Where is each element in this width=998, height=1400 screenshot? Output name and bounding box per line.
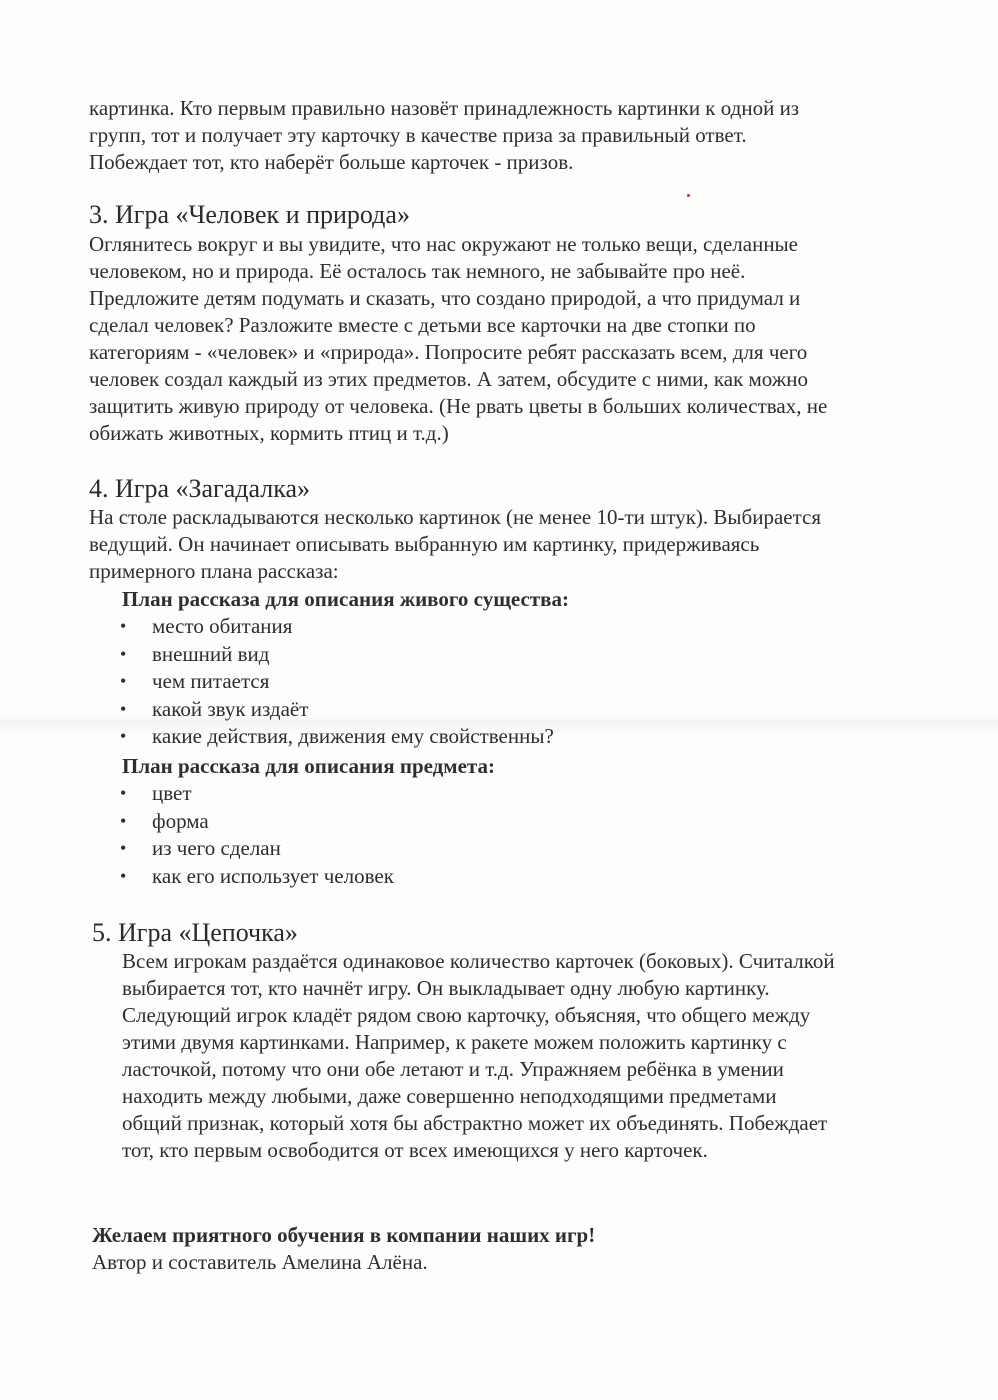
list-item bbox=[120, 641, 820, 669]
game5-line: находить между любыми, даже совершенно неподходящими предметами bbox=[122, 1084, 777, 1108]
list-item-text: какие действия, движения ему свойственны? bbox=[152, 724, 554, 748]
game5-heading: 5. Игра «Цепочка» bbox=[92, 918, 298, 947]
game4-heading: 4. Игра «Загадалка» bbox=[89, 474, 310, 503]
list-item-text: как его использует человек bbox=[152, 863, 394, 888]
list-item bbox=[120, 613, 820, 641]
list-item-text: цвет bbox=[152, 781, 192, 805]
game3-line: Оглянитесь вокруг и вы увидите, что нас окружают не только вещи, сделанные bbox=[89, 232, 798, 256]
list-item bbox=[120, 835, 820, 863]
game4-line: На столе раскладываются несколько картинок (не менее 10-ти штук). Выбирается bbox=[89, 505, 822, 529]
plan-object-list bbox=[120, 780, 820, 890]
game3-line: человек создал каждый из этих предметов. А затем, обсудите с ними, как можно bbox=[89, 367, 809, 391]
game3-line: человеком, но и природа. Её осталось так немного, не забывайте про неё. bbox=[89, 259, 746, 283]
game3-line: защитить живую природу от человека. (Не рвать цветы в больших количествах, не bbox=[89, 394, 828, 418]
list-item bbox=[120, 696, 820, 724]
game3-line: Предложите детям подумать и сказать, что создано природой, а что придумал и bbox=[89, 286, 801, 310]
bullet-icon: • bbox=[120, 838, 127, 858]
game5-line: общий признак, который хотя бы абстрактно может их объединять. Побеждает bbox=[122, 1111, 828, 1135]
bullet-icon: • bbox=[120, 616, 127, 636]
bullet-icon: • bbox=[120, 698, 127, 719]
list-item bbox=[120, 780, 820, 808]
plan-object-title: План рассказа для описания предмета: bbox=[122, 754, 495, 778]
game5-line: этими двумя картинками. Например, к ракете можем положить картинку с bbox=[122, 1030, 787, 1054]
game5-paragraph bbox=[122, 948, 835, 1164]
ink-speck bbox=[687, 194, 690, 197]
list-item bbox=[120, 668, 820, 696]
list-item-text: какой звук издаёт bbox=[152, 696, 309, 721]
closing-wish: Желаем приятного обучения в компании наших игр! bbox=[92, 1223, 596, 1247]
bullet-icon: • bbox=[120, 783, 127, 803]
game3-heading: 3. Игра «Человек и природа» bbox=[89, 200, 410, 229]
game4-line: ведущий. Он начинает описывать выбранную им картинку, придерживаясь bbox=[89, 532, 760, 556]
list-item-text: чем питается bbox=[152, 669, 270, 693]
bullet-icon: • bbox=[120, 810, 127, 831]
intro-line: картинка. Кто первым правильно назовёт принадлежность картинки к одной из bbox=[89, 96, 800, 120]
plan-living-list bbox=[120, 613, 820, 751]
list-item bbox=[120, 808, 820, 836]
game5-line: Всем игрокам раздаётся одинаковое количество карточек (боковых). Считалкой bbox=[122, 949, 835, 973]
list-item-text: из чего сделан bbox=[152, 836, 281, 860]
intro-line: групп, тот и получает эту карточку в качестве приза за правильный ответ. bbox=[89, 123, 747, 147]
game5-line: Следующий игрок кладёт рядом свою карточку, объясняя, что общего между bbox=[122, 1003, 811, 1027]
bullet-icon: • bbox=[120, 671, 127, 691]
bullet-icon: • bbox=[120, 643, 127, 664]
bullet-icon: • bbox=[120, 726, 127, 746]
list-item bbox=[120, 723, 820, 751]
plan-living-title: План рассказа для описания живого существа: bbox=[122, 587, 569, 611]
list-item-text: внешний вид bbox=[152, 641, 270, 666]
intro-paragraph bbox=[89, 95, 799, 176]
list-item-text: место обитания bbox=[152, 614, 293, 638]
bullet-icon: • bbox=[120, 865, 127, 886]
game5-line: выбирается тот, кто начнёт игру. Он выкладывает одну любую картинку. bbox=[122, 976, 770, 1000]
list-item bbox=[120, 863, 820, 891]
game5-line: тот, кто первым освободится от всех имеющихся у него карточек. bbox=[122, 1138, 708, 1162]
closing-author: Автор и составитель Амелина Алёна. bbox=[92, 1250, 428, 1274]
game3-paragraph bbox=[89, 231, 827, 447]
game4-line: примерного плана рассказа: bbox=[89, 559, 339, 583]
list-item-text: форма bbox=[152, 808, 209, 833]
game3-line: категориям - «человек» и «природа». Попросите ребят рассказать всем, для чего bbox=[89, 340, 808, 364]
intro-line: Побеждает тот, кто наберёт больше карточек - призов. bbox=[89, 150, 574, 174]
game3-line: сделал человек? Разложите вместе с детьми все карточки на две стопки по bbox=[89, 313, 756, 337]
game5-line: ласточкой, потому что они обе летают и т.д. Упражняем ребёнка в умении bbox=[122, 1057, 784, 1081]
game4-paragraph bbox=[89, 504, 821, 585]
game3-line: обижать животных, кормить птиц и т.д.) bbox=[89, 421, 449, 445]
